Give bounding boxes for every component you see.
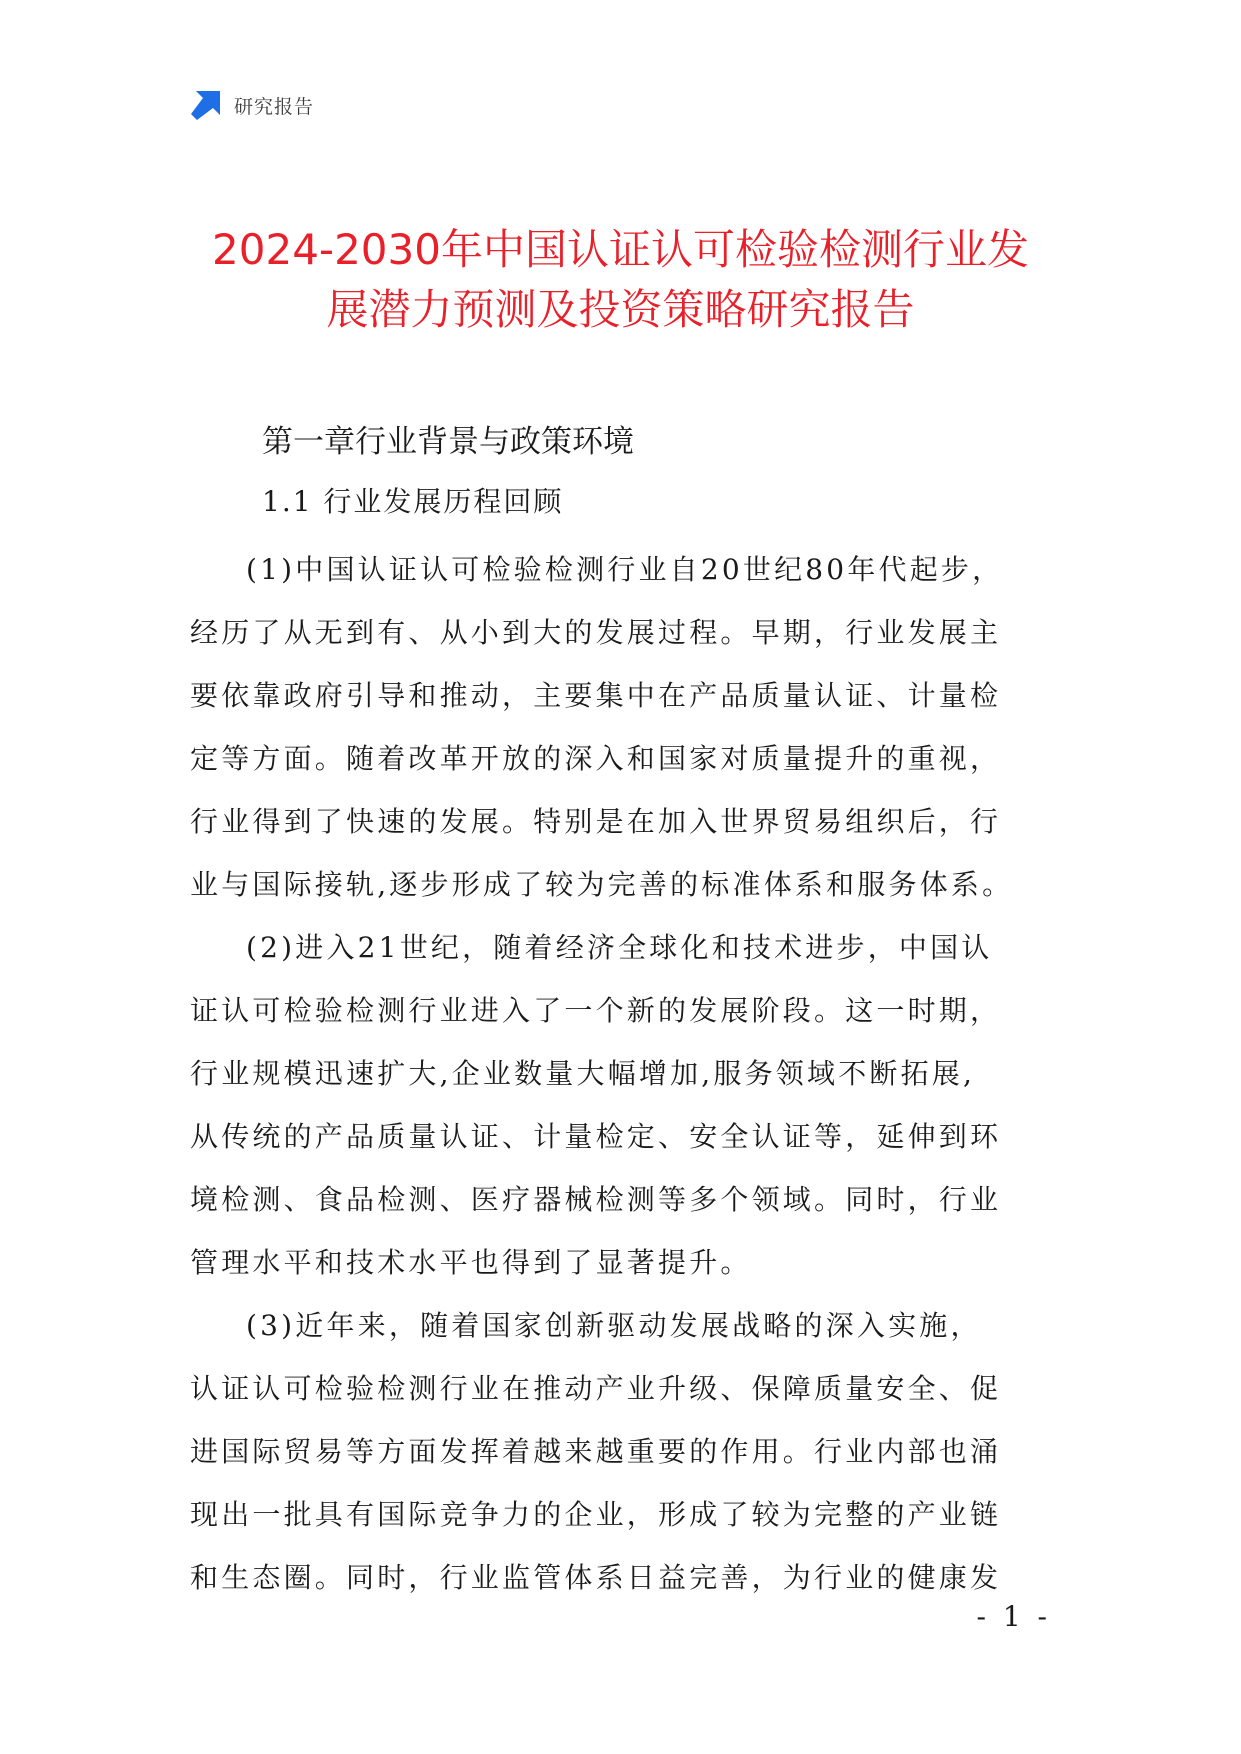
report-header: [190, 88, 314, 122]
text-line: 管理水平和技术水平也得到了显著提升。: [190, 1246, 752, 1279]
section-heading: 1.1 行业发展历程回顾: [262, 485, 564, 518]
text-line: 和生态圈。同时，行业监管体系日益完善，为行业的健康发: [190, 1561, 1002, 1594]
report-title: [150, 220, 1091, 340]
text-line: 境检测、食品检测、医疗器械检测等多个领域。同时，行业: [190, 1183, 1002, 1216]
title-line-1: 2024-2030年中国认证认可检验检测行业发: [212, 225, 1029, 274]
text-line: 现出一批具有国际竞争力的企业，形成了较为完整的产业链: [190, 1498, 1002, 1531]
text-line: 定等方面。随着改革开放的深入和国家对质量提升的重视，: [190, 742, 1002, 775]
title-line-2: 展潜力预测及投资策略研究报告: [326, 285, 915, 334]
text-line: (1)中国认证认可检验检测行业自20世纪80年代起步，: [246, 553, 1004, 586]
text-line: 经历了从无到有、从小到大的发展过程。早期，行业发展主: [190, 616, 1002, 649]
text-line: 业与国际接轨,逐步形成了较为完善的标准体系和服务体系。: [190, 868, 1014, 901]
paragraph-1: [190, 538, 1050, 916]
paragraph-3: [190, 1294, 1050, 1609]
page-number: - 1 -: [976, 1600, 1051, 1633]
text-line: 进国际贸易等方面发挥着越来越重要的作用。行业内部也涌: [190, 1435, 1002, 1468]
body-text: [190, 538, 1050, 1609]
text-line: 从传统的产品质量认证、计量检定、安全认证等，延伸到环: [190, 1120, 1002, 1153]
text-line: 证认可检验检测行业进入了一个新的发展阶段。这一时期，: [190, 994, 1002, 1027]
paragraph-2: [190, 916, 1050, 1294]
text-line: 要依靠政府引导和推动，主要集中在产品质量认证、计量检: [190, 679, 1002, 712]
text-line: (3)近年来，随着国家创新驱动发展战略的深入实施，: [246, 1309, 982, 1342]
header-label: 研究报告: [234, 95, 315, 118]
text-line: 认证认可检验检测行业在推动产业升级、保障质量安全、促: [190, 1372, 1002, 1405]
text-line: 行业规模迅速扩大,企业数量大幅增加,服务领域不断拓展,: [190, 1057, 976, 1090]
arrow-up-right-icon: [190, 89, 222, 121]
text-line: (2)进入21世纪，随着经济全球化和技术进步，中国认: [246, 931, 993, 964]
text-line: 行业得到了快速的发展。特别是在加入世界贸易组织后，行: [190, 805, 1002, 838]
chapter-heading: 第一章行业背景与政策环境: [262, 424, 634, 460]
